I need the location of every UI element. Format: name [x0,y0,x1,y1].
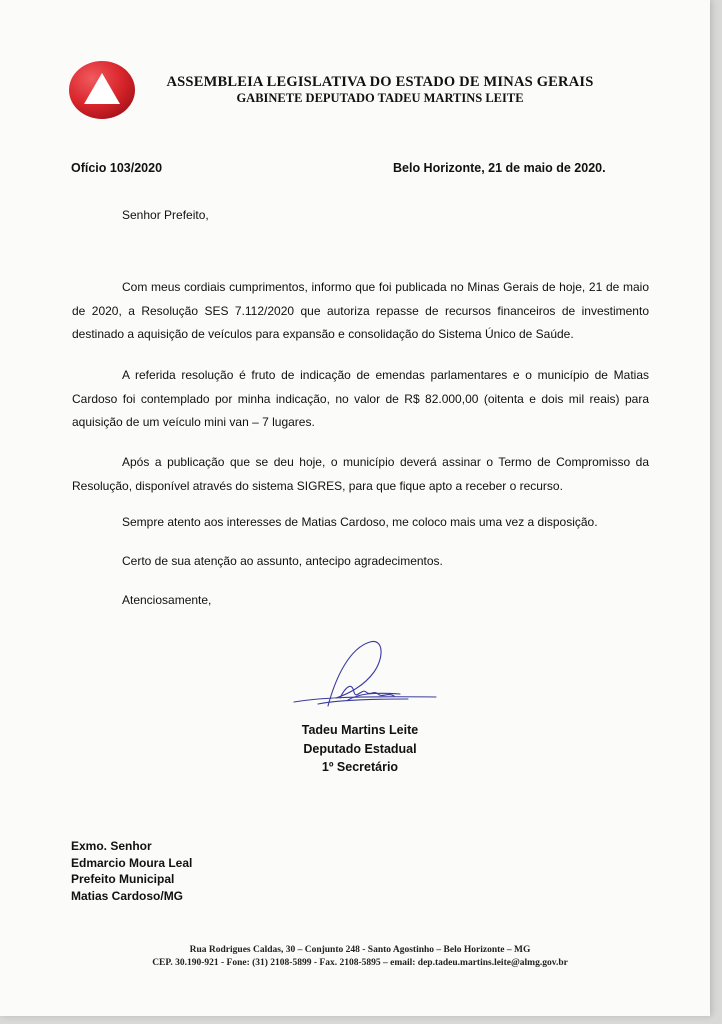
signer-name: Tadeu Martins Leite [301,723,419,737]
salutation: Senhor Prefeito, [122,208,209,222]
institution-name: ASSEMBLEIA LEGISLATIVA DO ESTADO DE MINAS GERAIS [166,74,594,90]
footer-address: Rua Rodrigues Caldas, 30 – Conjunto 248 - Santo Agostinho – Belo Horizonte – MG [189,945,531,955]
recipient-line: Exmo. Senhor [71,839,152,853]
recipient-line: Edmarcio Moura Leal [71,855,193,870]
recipient-line: Prefeito Municipal [71,872,175,886]
closing-line: Sempre atento aos interesses de Matias Cardoso, me coloco mais uma vez a disposição. [122,515,598,529]
office-name: GABINETE DEPUTADO TADEU MARTINS LEITE [236,91,524,105]
recipient-line: Matias Cardoso/MG [71,888,184,903]
body-paragraph: Com meus cordiais cumprimentos, informo que foi publicada no Minas Gerais de hoje, 21 de maio de 2020, a Resolução SES 7.112/2020 que autoriza repasse de recursos financeiros de investimento destinado a aquisição de veículos para expansão e consolidação do Sistema Único de Saúde. [72,280,649,341]
place-date: Belo Horizonte, 21 de maio de 2020. [393,161,606,175]
signer-role: 1º Secretário [321,760,399,774]
body-paragraph: Após a publicação que se deu hoje, o município deverá assinar o Termo de Compromisso da Resolução, disponível através do sistema SIGRES, para que fique apto a receber o recurso. [72,455,649,493]
signer-title: Deputado Estadual [303,741,417,756]
closing-line: Atenciosamente, [122,593,212,607]
almg-triangle-logo-icon [68,60,136,120]
footer-contact: CEP. 30.190-921 - Fone: (31) 2108-5899 - Fax. 2108-5895 – email: dep.tadeu.martins.leite@almg.gov.br [152,958,568,968]
recipient-block [71,838,192,904]
handwritten-signature [288,636,440,714]
letter-reference: Ofício 103/2020 [71,161,163,175]
closing-line: Certo de sua atenção ao assunto, antecipo agradecimentos. [122,554,443,568]
letterhead [140,74,620,106]
signer-block [290,721,430,777]
body-paragraph: A referida resolução é fruto de indicação de emendas parlamentares e o município de Matias Cardoso foi contemplado por minha indicação, no valor de R$ 82.000,00 (oitenta e dois mil reais) para aquisição de um veículo mini van – 7 lugares. [72,368,649,429]
letter-footer [60,944,660,970]
